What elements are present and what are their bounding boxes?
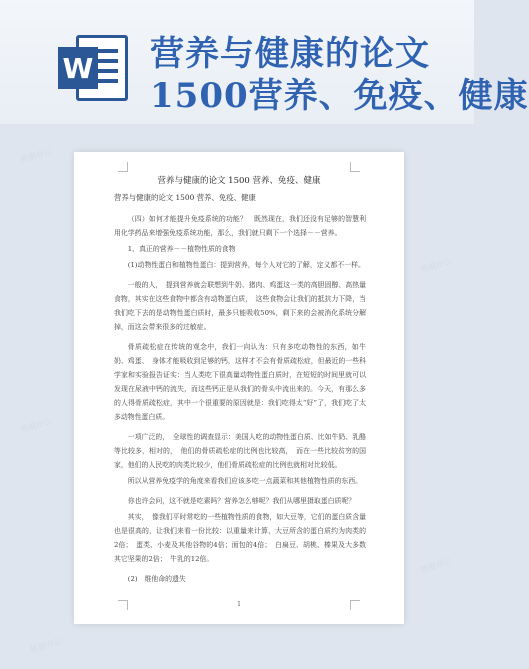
document-subtitle: 营养与健康的论文 1500 营养、免疫、健康	[114, 193, 256, 202]
watermark: 熊猫办公	[419, 556, 453, 575]
word-icon-letter: W	[58, 47, 98, 89]
paragraph: 1、真正的营养－－植物性质的食物	[127, 245, 236, 253]
word-document-icon	[58, 35, 128, 101]
document-body	[114, 212, 366, 588]
watermark: 熊猫办公	[29, 636, 63, 655]
paragraph: 一项广泛的， 全球性的调查显示：美国人吃的动物性蛋白质、比如牛奶、乳酪等比较多，相对的， 他们的骨质疏松症的比例也比较高， 而在一些比较贫穷的国家，他们的人民吃的肉类比较少，他们骨质疏松症的比例也就相对比较低。	[114, 433, 366, 469]
watermark: 熊猫办公	[419, 256, 453, 275]
document-title: 营养与健康的论文 1500 营养、免疫、健康	[157, 176, 321, 186]
watermark: 熊猫办公	[19, 416, 53, 435]
paragraph: 一般的人， 提到营养就会联想到牛奶、猪肉、鸡蛋这一类的高胆固醇、高热量食物，其实在这些食物中都含有动物蛋白质， 这些食物会让我们的抵抗力下降，当我们吃下去的是动物性蛋白质时，最多只能吸收50%，剩下来的会被消化系统分解掉，而这会带来很多的过敏症。	[114, 281, 366, 331]
paragraph: (1)动物性蛋白和植物性蛋白：提到营养，每个人对它的了解，定义都不一样。	[127, 261, 365, 269]
watermark: 熊猫办公	[19, 146, 53, 165]
paragraph: (2) 维他命的遗失	[127, 575, 186, 583]
page-corner-mark	[350, 162, 360, 172]
document-page	[74, 152, 404, 624]
paragraph: 其实， 像我们平时常吃的一些植物性质的食物，如大豆等，它们的蛋白质含量也是很高的，让我们来看一份比较：以重量来计算，大豆所含的蛋白质约为肉类的2倍； 蛋类、小麦及其他谷物的4倍；面包的4倍； 白扁豆、胡桃、榛果及大多数其它坚果的2倍； 牛乳的12倍。	[114, 513, 366, 563]
page-corner-mark	[118, 162, 128, 172]
paragraph: 所以从营养免疫学的角度来看我们应该多吃一点蔬菜和其他植物性质的东西。	[127, 477, 363, 485]
header-banner	[0, 0, 529, 124]
paragraph: 你也许会问，这不就是吃素吗？营养怎么够呢？我们从哪里摄取蛋白质呢？	[127, 497, 356, 505]
banner-title-line-1: 营养与健康的论文	[150, 34, 430, 74]
paragraph: 骨质疏松症在传统的观念中，我们一向认为：只有多吃动物性的东西，如牛奶、鸡蛋、 身体才能吸收到足够的钙，这样才不会有骨质疏松症，但最近的一些科学家和实验报告证实：当人类吃下很高量动物性蛋白质时，在短短的时间里就可以发现在尿液中钙的流失，而这些钙正是从我们的骨头中流出来的。今天，有那么多的人得骨质疏松症，其中一个很重要的原因就是：我们吃得太“好”了，我们吃了太多动物性蛋白质。	[114, 343, 366, 421]
banner-title-line-2: 1500营养、免疫、健康	[150, 76, 529, 116]
page-number: 1	[237, 601, 241, 608]
paragraph: （四）如何才能提升免疫系统的功能？ 既然现在，我们还没有足够的智慧利用化学药品来增强免疫系统功能，那么，我们就只剩下一个选择－－营养。	[114, 215, 366, 237]
